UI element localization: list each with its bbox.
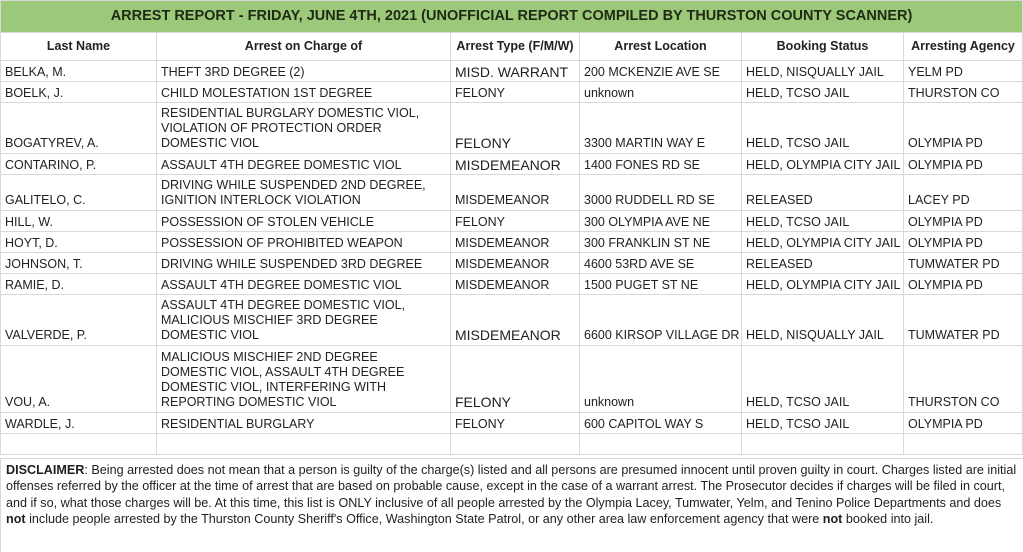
cell-charge: ASSAULT 4TH DEGREE DOMESTIC VIOL	[157, 274, 451, 295]
cell-type: FELONY	[451, 211, 580, 232]
table-row	[1, 154, 1023, 175]
blank-row	[1, 434, 1023, 455]
cell-charge: RESIDENTIAL BURGLARY	[157, 413, 451, 434]
cell-booking: HELD, TCSO JAIL	[742, 346, 904, 413]
cell-booking: HELD, TCSO JAIL	[742, 103, 904, 154]
cell-name: GALITELO, C.	[1, 175, 157, 211]
col-header-charge: Arrest on Charge of	[157, 33, 451, 61]
cell-charge: ASSAULT 4TH DEGREE DOMESTIC VIOL, MALICIOUS MISCHIEF 3RD DEGREE DOMESTIC VIOL	[157, 295, 451, 346]
cell-location: 600 CAPITOL WAY S	[580, 413, 742, 434]
cell-charge: THEFT 3RD DEGREE (2)	[157, 61, 451, 82]
disclaimer-text	[0, 458, 1023, 552]
blank-cell	[1, 434, 157, 455]
cell-name: WARDLE, J.	[1, 413, 157, 434]
cell-location: 1400 FONES RD SE	[580, 154, 742, 175]
cell-booking: HELD, OLYMPIA CITY JAIL	[742, 154, 904, 175]
cell-agency: TUMWATER PD	[904, 253, 1023, 274]
disclaimer-part-2: include people arrested by the Thurston County Sheriff's Office, Washington State Patrol, or any other area law enforcement agency that were	[25, 512, 823, 527]
cell-agency: YELM PD	[904, 61, 1023, 82]
col-header-location: Arrest Location	[580, 33, 742, 61]
cell-name: BOGATYREV, A.	[1, 103, 157, 154]
cell-booking: HELD, TCSO JAIL	[742, 413, 904, 434]
cell-agency: THURSTON CO	[904, 82, 1023, 103]
disclaimer-not-2: not	[822, 512, 843, 527]
table-row	[1, 232, 1023, 253]
cell-charge: POSSESSION OF PROHIBITED WEAPON	[157, 232, 451, 253]
cell-agency: OLYMPIA PD	[904, 413, 1023, 434]
cell-location: 300 FRANKLIN ST NE	[580, 232, 742, 253]
cell-location: 1500 PUGET ST NE	[580, 274, 742, 295]
cell-type: FELONY	[451, 346, 580, 413]
blank-cell	[742, 434, 904, 455]
cell-name: JOHNSON, T.	[1, 253, 157, 274]
cell-type: MISDEMEANOR	[451, 175, 580, 211]
table-row	[1, 175, 1023, 211]
cell-agency: OLYMPIA PD	[904, 103, 1023, 154]
table-row	[1, 253, 1023, 274]
cell-booking: RELEASED	[742, 253, 904, 274]
cell-location: 3000 RUDDELL RD SE	[580, 175, 742, 211]
table-row	[1, 346, 1023, 413]
cell-location: 3300 MARTIN WAY E	[580, 103, 742, 154]
cell-agency: OLYMPIA PD	[904, 154, 1023, 175]
arrest-table	[0, 32, 1023, 455]
blank-cell	[157, 434, 451, 455]
cell-charge: DRIVING WHILE SUSPENDED 2ND DEGREE, IGNITION INTERLOCK VIOLATION	[157, 175, 451, 211]
cell-booking: HELD, OLYMPIA CITY JAIL	[742, 274, 904, 295]
cell-type: MISDEMEANOR	[451, 274, 580, 295]
cell-booking: HELD, OLYMPIA CITY JAIL	[742, 232, 904, 253]
cell-agency: OLYMPIA PD	[904, 211, 1023, 232]
cell-booking: HELD, NISQUALLY JAIL	[742, 295, 904, 346]
cell-location: 6600 KIRSOP VILLAGE DR	[580, 295, 742, 346]
cell-location: 200 MCKENZIE AVE SE	[580, 61, 742, 82]
cell-type: FELONY	[451, 413, 580, 434]
cell-charge: CHILD MOLESTATION 1ST DEGREE	[157, 82, 451, 103]
cell-name: BELKA, M.	[1, 61, 157, 82]
cell-charge: MALICIOUS MISCHIEF 2ND DEGREE DOMESTIC VIOL, ASSAULT 4TH DEGREE DOMESTIC VIOL, INTERFERING WITH REPORTING DOMESTIC VIOL	[157, 346, 451, 413]
cell-booking: HELD, TCSO JAIL	[742, 211, 904, 232]
cell-agency: OLYMPIA PD	[904, 232, 1023, 253]
cell-charge: ASSAULT 4TH DEGREE DOMESTIC VIOL	[157, 154, 451, 175]
cell-agency: THURSTON CO	[904, 346, 1023, 413]
cell-type: MISDEMEANOR	[451, 253, 580, 274]
cell-location: 4600 53RD AVE SE	[580, 253, 742, 274]
cell-charge: DRIVING WHILE SUSPENDED 3RD DEGREE	[157, 253, 451, 274]
cell-name: CONTARINO, P.	[1, 154, 157, 175]
cell-location: 300 OLYMPIA AVE NE	[580, 211, 742, 232]
header-row	[1, 33, 1023, 61]
col-header-arrest-type: Arrest Type (F/M/W)	[451, 33, 580, 61]
table-row	[1, 274, 1023, 295]
cell-type: MISDEMEANOR	[451, 154, 580, 175]
blank-cell	[451, 434, 580, 455]
cell-type: FELONY	[451, 103, 580, 154]
cell-name: RAMIE, D.	[1, 274, 157, 295]
table-row	[1, 413, 1023, 434]
cell-booking: HELD, TCSO JAIL	[742, 82, 904, 103]
table-row	[1, 61, 1023, 82]
disclaimer-part-3: booked into jail.	[842, 512, 934, 527]
col-header-booking: Booking Status	[742, 33, 904, 61]
cell-name: HOYT, D.	[1, 232, 157, 253]
blank-cell	[904, 434, 1023, 455]
cell-location: unknown	[580, 346, 742, 413]
blank-cell	[580, 434, 742, 455]
table-row	[1, 103, 1023, 154]
table-row	[1, 82, 1023, 103]
cell-booking: HELD, NISQUALLY JAIL	[742, 61, 904, 82]
cell-agency: LACEY PD	[904, 175, 1023, 211]
cell-type: MISDEMEANOR	[451, 232, 580, 253]
cell-name: VOU, A.	[1, 346, 157, 413]
cell-booking: RELEASED	[742, 175, 904, 211]
table-row	[1, 295, 1023, 346]
disclaimer-not-1: not	[6, 512, 26, 527]
cell-charge: POSSESSION OF STOLEN VEHICLE	[157, 211, 451, 232]
cell-type: MISD. WARRANT	[451, 61, 580, 82]
cell-charge: RESIDENTIAL BURGLARY DOMESTIC VIOL, VIOLATION OF PROTECTION ORDER DOMESTIC VIOL	[157, 103, 451, 154]
cell-name: VALVERDE, P.	[1, 295, 157, 346]
cell-agency: TUMWATER PD	[904, 295, 1023, 346]
cell-type: MISDEMEANOR	[451, 295, 580, 346]
cell-name: HILL, W.	[1, 211, 157, 232]
table-row	[1, 211, 1023, 232]
report-title: ARREST REPORT - FRIDAY, JUNE 4TH, 2021 (UNOFFICIAL REPORT COMPILED BY THURSTON COUNTY SCANNER)	[0, 0, 1023, 33]
cell-name: BOELK, J.	[1, 82, 157, 103]
cell-location: unknown	[580, 82, 742, 103]
disclaimer-label: DISCLAIMER	[6, 463, 85, 477]
col-header-agency: Arresting Agency	[904, 33, 1023, 61]
disclaimer-part-1: : Being arrested does not mean that a person is guilty of the charge(s) listed and all persons are presumed innocent until proven guilty in court. Charges listed are initial offenses referred by the officer at the time of arrest that are based on probable cause, except in the case of a warrant arrest. The Prosecutor decides if charges will be filed in court, and if so, what those charges will be. At this time, this list is ONLY inclusive of all people arrested by the Olympia Lacey, Tumwater, Yelm, and Tenino Police Departments and does	[6, 463, 1017, 510]
col-header-last-name: Last Name	[1, 33, 157, 61]
cell-type: FELONY	[451, 82, 580, 103]
cell-agency: OLYMPIA PD	[904, 274, 1023, 295]
